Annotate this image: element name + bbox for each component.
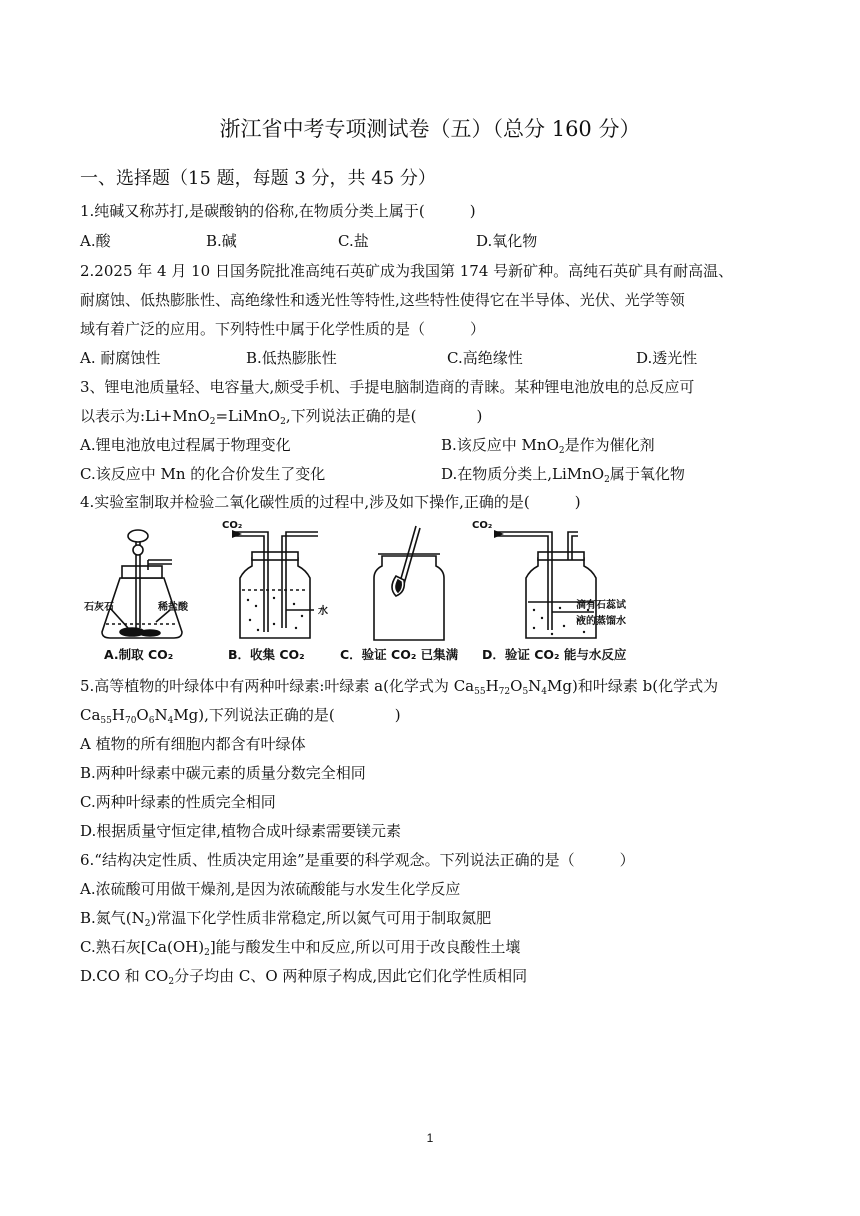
label-co2-b: CO₂	[222, 520, 243, 531]
q5-fa-2: 72	[498, 687, 511, 697]
q3-option-b	[441, 434, 655, 455]
q6-option-b-pre: B.氮气(N	[80, 909, 145, 927]
q5-fb-1: H	[111, 706, 125, 724]
q5-line-2-post: Mg),下列说法正确的是( )	[173, 706, 401, 724]
page-title: 浙江省中考专项测试卷（五）（总分 160 分）	[219, 117, 641, 141]
apparatus-a-flask	[102, 530, 182, 638]
q5-fa-3: O	[510, 677, 523, 695]
q6-option-c	[80, 936, 520, 957]
q5-line-2-pre: Ca	[80, 706, 101, 724]
q3-sub-2b: 2	[280, 417, 286, 427]
label-dilute-acid: 稀盐酸	[158, 602, 188, 613]
caption-a: A.制取 CO₂	[104, 647, 174, 662]
q6-option-b-post: )常温下化学性质非常稳定,所以氮气可用于制取氮肥	[150, 909, 492, 927]
q6-stem: 6.“结构决定性质、性质决定用途”是重要的科学观念。下列说法正确的是（ ）	[80, 851, 635, 869]
q3-option-c: C.该反应中 Mn 的化合价发生了变化	[80, 465, 326, 483]
q4-stem: 4.实验室制取并检验二氧化碳性质的过程中,涉及如下操作,正确的是( )	[80, 493, 581, 511]
q5-option-d: D.根据质量守恒定律,植物合成叶绿素需要镁元素	[80, 822, 402, 840]
q1-option-d: D.氧化物	[476, 232, 538, 250]
q3-option-d-post: 属于氧化物	[609, 465, 685, 483]
q5-fb-0: 55	[100, 716, 112, 726]
q5-fb-2: 70	[124, 716, 137, 726]
q5-line-2	[80, 704, 401, 725]
q6-option-c-sub: 2	[204, 948, 210, 958]
q6-option-b	[80, 907, 491, 928]
caption-c: C．验证 CO₂ 已集满	[340, 647, 459, 662]
q3-line-2-pre: 以表示为:Li+MnO	[80, 407, 210, 425]
q6-option-d	[80, 965, 527, 986]
q2-option-c: C.高绝缘性	[447, 349, 523, 367]
q3-option-b-sub: 2	[558, 446, 565, 456]
label-limestone: 石灰石	[84, 602, 114, 613]
q6-option-c-post: ]能与酸发生中和反应,所以可用于改良酸性土壤	[209, 938, 521, 956]
q5-option-b: B.两种叶绿素中碳元素的质量分数完全相同	[80, 764, 366, 782]
q5-fa-1: H	[485, 677, 499, 695]
section-heading: 一、选择题（15 题，每题 3 分，共 45 分）	[80, 168, 436, 189]
q1-stem: 1.纯碱又称苏打,是碳酸钠的俗称,在物质分类上属于( )	[80, 202, 476, 220]
q5-fa-4: 5	[522, 687, 529, 697]
q2-line-1: 2.2025 年 4 月 10 日国务院批准高纯石英矿成为我国第 174 号新矿种。高纯石英矿具有耐高温、	[80, 262, 734, 280]
apparatus-b-bottle	[232, 532, 318, 638]
q5-option-a: A 植物的所有细胞内都含有叶绿体	[80, 735, 306, 753]
label-litmus-2: 液的蒸馏水	[576, 616, 626, 627]
page-number: 1	[426, 1131, 434, 1145]
q2-option-d: D.透光性	[636, 349, 698, 367]
q3-line-2	[80, 405, 482, 426]
q3-line-2-post: ,下列说法正确的是( )	[285, 407, 483, 425]
q2-option-a: A. 耐腐蚀性	[80, 349, 161, 367]
q5-line-1-pre: 5.高等植物的叶绿体中有两种叶绿素:叶绿素 a(化学式为 Ca	[80, 677, 475, 695]
q4-apparatus-figure	[82, 520, 647, 665]
q6-option-d-sub: 2	[168, 977, 175, 987]
q5-fa-0: 55	[474, 687, 486, 697]
label-water: 水	[318, 606, 328, 617]
q5-line-1	[80, 675, 718, 696]
label-litmus-1: 滴有石蕊试	[576, 600, 626, 611]
q2-line-3: 域有着广泛的应用。下列特性中属于化学性质的是（ ）	[80, 320, 486, 338]
q5-line-1-post: Mg)和叶绿素 b(化学式为	[547, 677, 719, 695]
q3-option-a: A.锂电池放电过程属于物理变化	[80, 436, 291, 454]
q1-option-b: B.碱	[206, 232, 237, 250]
q5-fb-5: N	[154, 706, 168, 724]
q3-sub-2a: 2	[209, 417, 216, 427]
q2-option-b: B.低热膨胀性	[246, 349, 337, 367]
caption-d: D．验证 CO₂ 能与水反应	[482, 647, 627, 662]
q1-option-a: A.酸	[80, 232, 111, 250]
q6-option-b-sub: 2	[144, 919, 151, 929]
q1-option-c: C.盐	[338, 232, 369, 250]
q2-line-2: 耐腐蚀、低热膨胀性、高绝缘性和透光性等特性,这些特性使得它在半导体、光伏、光学等领	[80, 291, 685, 309]
q5-fb-3: O	[136, 706, 149, 724]
q5-fa-6: 4	[541, 687, 548, 697]
q5-fb-4: 6	[148, 716, 155, 726]
q6-option-d-post: 分子均由 C、O 两种原子构成,因此它们化学性质相同	[174, 967, 528, 985]
q3-line-2-mid: =LiMnO	[215, 407, 281, 425]
q5-fb-6: 4	[167, 716, 174, 726]
caption-b: B．收集 CO₂	[228, 647, 305, 662]
q6-option-c-pre: C.熟石灰[Ca(OH)	[80, 938, 205, 956]
q3-option-b-pre: B.该反应中 MnO	[441, 436, 559, 454]
apparatus-c-bottle	[374, 526, 444, 640]
q6-option-d-pre: D.CO 和 CO	[80, 967, 169, 985]
q3-option-b-post: 是作为催化剂	[564, 436, 655, 454]
q3-option-d-pre: D.在物质分类上,LiMnO	[441, 465, 605, 483]
q3-option-d	[441, 463, 685, 484]
q6-option-a: A.浓硫酸可用做干燥剂,是因为浓硫酸能与水发生化学反应	[80, 880, 461, 898]
label-co2-d: CO₂	[472, 520, 493, 531]
q5-fa-5: N	[528, 677, 542, 695]
q5-option-c: C.两种叶绿素的性质完全相同	[80, 793, 276, 811]
q3-line-1: 3、锂电池质量轻、电容量大,颇受手机、手提电脑制造商的青睐。某种锂电池放电的总反应可	[80, 378, 695, 396]
q3-option-d-sub: 2	[604, 475, 610, 485]
